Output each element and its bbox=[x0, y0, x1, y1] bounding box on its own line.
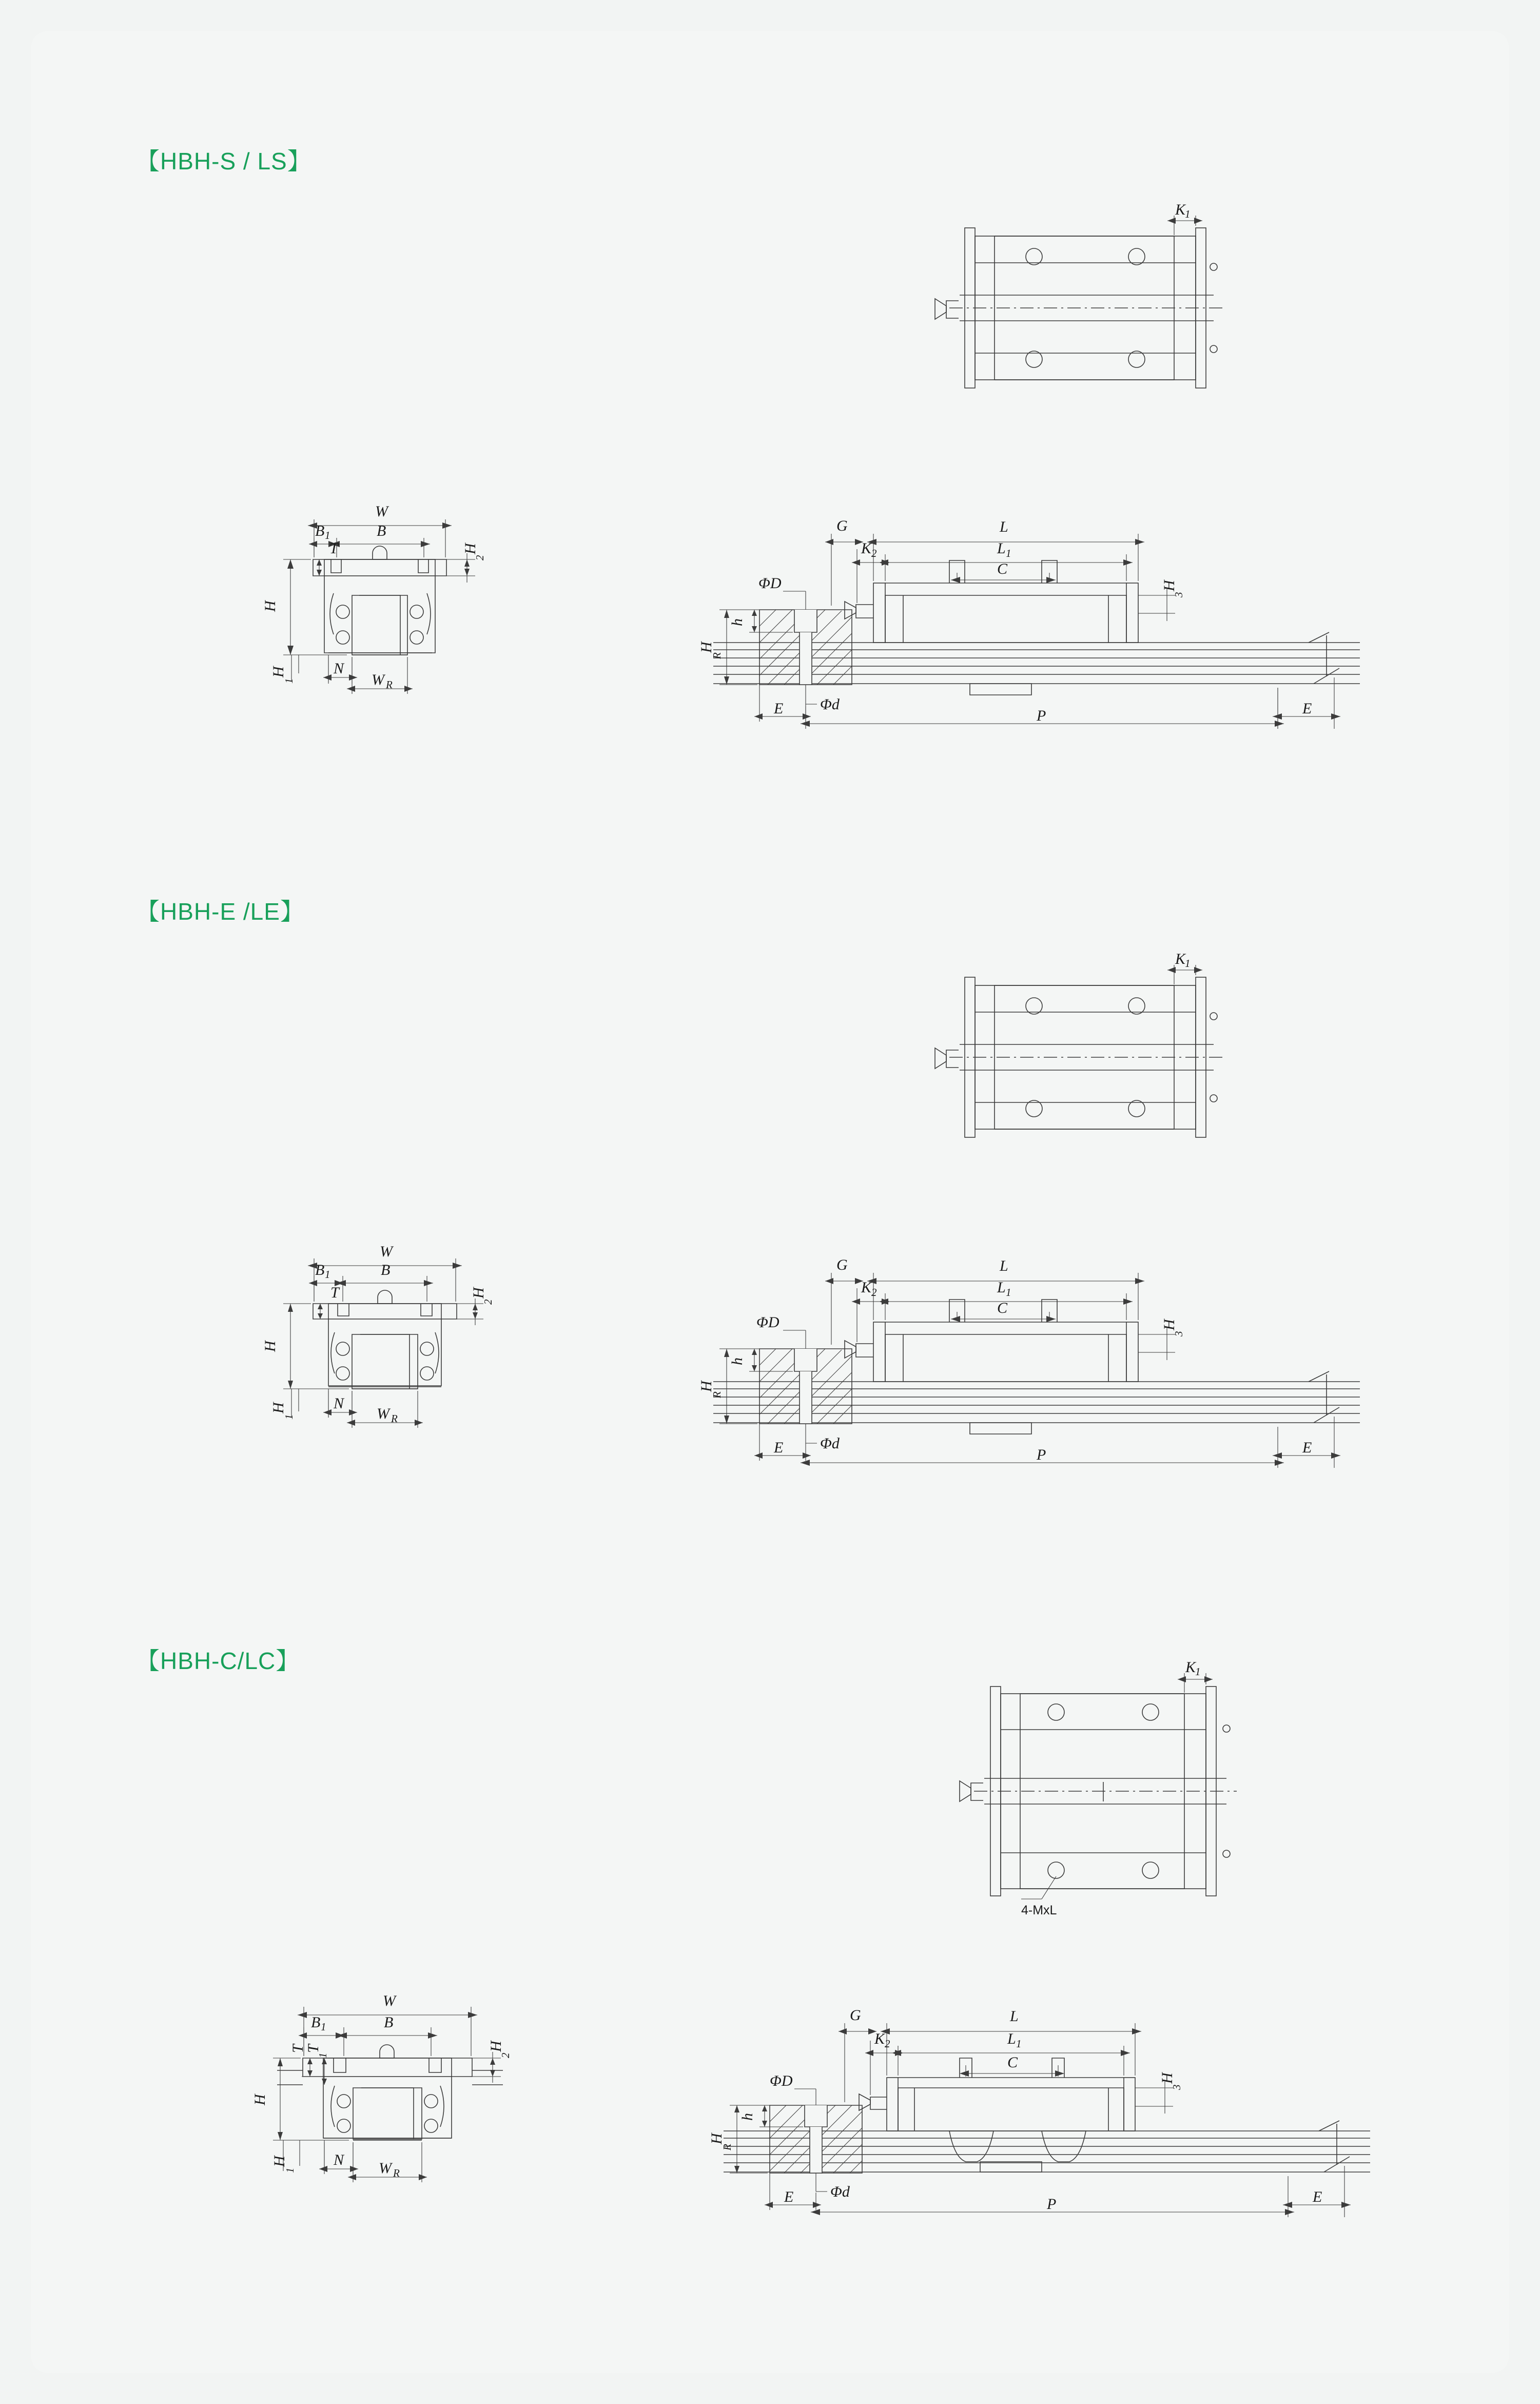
label-k1-sub: 1 bbox=[1195, 1665, 1201, 1678]
label-h1: H bbox=[271, 2156, 288, 2167]
label-k2: K bbox=[874, 2030, 885, 2047]
label-l1-sub: 1 bbox=[1006, 547, 1011, 559]
label-l1-sub: 1 bbox=[1006, 1286, 1011, 1298]
label-t: T bbox=[329, 540, 338, 557]
label-k1: K bbox=[1175, 201, 1186, 218]
label-h3: H bbox=[1159, 2072, 1176, 2084]
label-h1-sub: 1 bbox=[283, 1414, 295, 1420]
label-c: C bbox=[997, 1300, 1008, 1316]
drawing-sheet bbox=[31, 31, 1509, 2373]
label-wr-sub: R bbox=[386, 678, 393, 691]
label-phi-d-small: Φd bbox=[820, 1435, 840, 1452]
label-wr: W bbox=[377, 1405, 389, 1422]
label-phi-d: ΦD bbox=[756, 1314, 779, 1331]
label-c: C bbox=[1007, 2054, 1018, 2071]
label-w: W bbox=[380, 1243, 393, 1260]
label-p: P bbox=[1037, 1446, 1046, 1463]
label-hr: H bbox=[708, 2133, 725, 2144]
label-phi-d-small: Φd bbox=[820, 696, 840, 713]
label-h1: H bbox=[270, 1402, 287, 1413]
section-title-hbh-e-le: 【HBH-E /LE】 bbox=[136, 898, 304, 925]
hbh-c-lc-top-view bbox=[960, 1659, 1278, 1940]
label-w: W bbox=[383, 1992, 396, 2009]
label-l: L bbox=[1010, 2008, 1019, 2025]
label-p: P bbox=[1047, 2196, 1057, 2213]
label-l1: L bbox=[997, 540, 1006, 557]
label-k1-sub: 1 bbox=[1185, 208, 1191, 220]
section-title-hbh-s-ls: 【HBH-S / LS】 bbox=[136, 148, 311, 175]
label-b1: B bbox=[311, 2014, 321, 2031]
label-h: h bbox=[729, 618, 746, 626]
label-l1-sub: 1 bbox=[1016, 2038, 1022, 2050]
label-t: T bbox=[330, 1284, 339, 1301]
label-k1-sub: 1 bbox=[1185, 957, 1191, 970]
hbh-e-le-side-view bbox=[683, 1211, 1411, 1519]
label-h3-sub: 3 bbox=[1173, 1331, 1185, 1336]
label-n: N bbox=[334, 2151, 344, 2168]
label-h2: H bbox=[488, 2041, 504, 2052]
label-k2: K bbox=[861, 1279, 872, 1296]
hbh-c-lc-front-view bbox=[246, 1976, 606, 2263]
label-b1: B bbox=[315, 522, 325, 539]
section-title-hbh-c-lc: 【HBH-C/LC】 bbox=[136, 1647, 300, 1674]
label-hr-sub: R bbox=[711, 1391, 723, 1398]
label-h: H bbox=[262, 600, 279, 612]
label-l: L bbox=[1000, 518, 1008, 535]
label-h3-sub: 3 bbox=[1173, 592, 1185, 597]
label-g: G bbox=[850, 2007, 861, 2024]
label-phi-d-small: Φd bbox=[830, 2183, 850, 2200]
label-h2-sub: 2 bbox=[482, 1299, 494, 1305]
label-k2-sub: 2 bbox=[871, 547, 877, 559]
label-h: h bbox=[739, 2113, 756, 2121]
label-e-right: E bbox=[1313, 2188, 1322, 2205]
label-hr: H bbox=[698, 1381, 715, 1392]
label-phi-d: ΦD bbox=[758, 575, 782, 592]
label-hr-sub: R bbox=[711, 652, 723, 659]
label-t1-sub: 1 bbox=[317, 2052, 329, 2058]
label-h3: H bbox=[1161, 1319, 1178, 1330]
label-h: H bbox=[262, 1341, 279, 1352]
label-h1: H bbox=[270, 666, 287, 677]
hbh-e-le-front-view bbox=[251, 1227, 580, 1514]
label-l1: L bbox=[997, 1279, 1006, 1296]
label-h2-sub: 2 bbox=[499, 2052, 512, 2058]
hbh-s-ls-side-view bbox=[683, 472, 1411, 780]
label-k2-sub: 2 bbox=[871, 1286, 877, 1298]
label-h3: H bbox=[1161, 580, 1178, 591]
label-p: P bbox=[1037, 707, 1046, 724]
label-h3-sub: 3 bbox=[1171, 2084, 1183, 2090]
label-b1-sub: 1 bbox=[325, 1268, 330, 1281]
label-e-left: E bbox=[784, 2188, 794, 2205]
label-h2-sub: 2 bbox=[474, 555, 486, 560]
label-b1: B bbox=[315, 1262, 325, 1278]
label-wr-sub: R bbox=[393, 2167, 400, 2179]
label-h: h bbox=[729, 1358, 746, 1365]
hbh-s-ls-front-view bbox=[251, 493, 580, 780]
label-wr-sub: R bbox=[391, 1412, 398, 1425]
label-h2: H bbox=[462, 543, 479, 554]
label-n: N bbox=[334, 1395, 344, 1412]
label-w: W bbox=[375, 503, 388, 520]
label-c: C bbox=[997, 560, 1008, 577]
label-k2: K bbox=[861, 540, 872, 557]
label-h1-sub: 1 bbox=[283, 678, 295, 684]
label-b: B bbox=[377, 522, 386, 539]
label-b: B bbox=[384, 2014, 394, 2031]
label-hr-sub: R bbox=[721, 2144, 733, 2150]
label-t1: T bbox=[305, 2044, 322, 2053]
label-hr: H bbox=[698, 642, 715, 653]
label-n: N bbox=[334, 660, 344, 677]
label-wr: W bbox=[379, 2160, 392, 2177]
label-h2: H bbox=[470, 1287, 487, 1298]
label-t: T bbox=[289, 2044, 306, 2053]
label-k1: K bbox=[1175, 951, 1186, 967]
label-h: H bbox=[251, 2094, 268, 2105]
label-e-right: E bbox=[1302, 1439, 1312, 1456]
label-l: L bbox=[1000, 1257, 1008, 1274]
label-wr: W bbox=[372, 671, 384, 688]
label-g: G bbox=[836, 517, 848, 534]
hbh-e-le-top-view bbox=[934, 951, 1252, 1180]
label-b1-sub: 1 bbox=[325, 529, 330, 541]
label-e-right: E bbox=[1302, 700, 1312, 717]
label-b1-sub: 1 bbox=[321, 2021, 326, 2033]
label-h1-sub: 1 bbox=[284, 2167, 296, 2173]
label-g: G bbox=[836, 1256, 848, 1273]
label-k1: K bbox=[1185, 1659, 1196, 1676]
hbh-c-lc-side-view bbox=[693, 1961, 1421, 2269]
label-phi-d: ΦD bbox=[770, 2072, 793, 2089]
hbh-s-ls-top-view bbox=[934, 201, 1252, 431]
label-e-left: E bbox=[774, 700, 784, 717]
label-b: B bbox=[381, 1262, 391, 1278]
label-l1: L bbox=[1007, 2030, 1016, 2047]
label-k2-sub: 2 bbox=[885, 2038, 890, 2050]
label-e-left: E bbox=[774, 1439, 784, 1456]
label-4mxl: 4-MxL bbox=[1021, 1903, 1057, 1917]
